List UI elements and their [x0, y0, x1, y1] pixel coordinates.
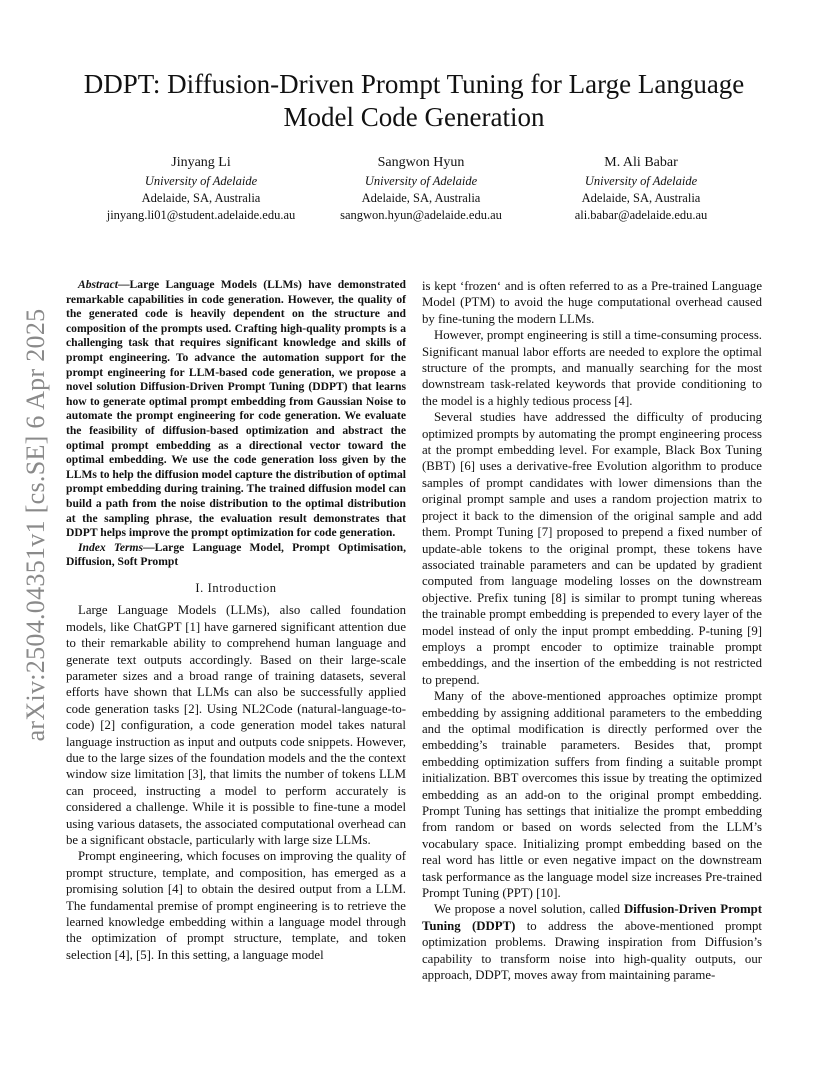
index-terms-lead: Index Terms [78, 540, 144, 554]
author-name: Sangwon Hyun [377, 155, 465, 170]
title-line-2: Model Code Generation [283, 102, 545, 132]
author-affiliation: University of Adelaide [584, 174, 698, 188]
intro-paragraph-3: is kept ‘frozen‘ and is often referred to as a Pre-trained Language Model (PTM) to avoid the huge computational overhead caused by fine-tuning the modern LLMs. [422, 279, 762, 326]
author-name: Jinyang Li [171, 155, 231, 170]
method-name: Diffusion-Driven Prompt Tuning (DDPT) [422, 902, 762, 933]
arxiv-stamp [22, 295, 50, 755]
author-block [96, 153, 746, 224]
intro-paragraph-7 [422, 901, 762, 983]
author-3 [536, 153, 746, 224]
author-email: ali.babar@adelaide.edu.au [574, 208, 708, 222]
author-email: sangwon.hyun@adelaide.edu.au [340, 208, 502, 222]
author-location: Adelaide, SA, Australia [361, 191, 481, 205]
arxiv-id: arXiv:2504.04351v1 [cs.SE] 6 Apr 2025 [21, 308, 50, 742]
section-heading-introduction: I. Introduction [195, 580, 277, 595]
author-name: M. Ali Babar [604, 155, 678, 170]
intro-paragraph-6: Many of the above-mentioned approaches optimize prompt embedding by assigning additional parameters to the embedding and the optimal modification is directly performed over the embedding’s trainable parameters. Besides that, prompt embedding optimization suffers from finding a suitable prompt initialization. BBT overcomes this issue by treating the optimized embedding as an add-on to the original prompt embedding. Prompt Tuning has settings that initialize the prompt embedding from random or based on words selected from the LLM’s vocabulary space. Initializing prompt embedding based on the real word has little or even negative impact on the downstream task performance as the language model size increases Pre-trained Prompt Tuning (PPT) [10]. [422, 689, 762, 901]
para-7-start: We propose a novel solution, called [434, 902, 624, 917]
intro-paragraph-4: However, prompt engineering is still a time-consuming process. Significant manual labor efforts are needed to explore the optimal structure of the prompts, and manually searching for the most downstream task-related keywords that provide conditioning to the model is a highly tedious process [4]. [422, 328, 762, 408]
abstract-text: —Large Language Models (LLMs) have demonstrated remarkable capabilities in code generation. However, the quality of the generated code is heavily dependent on the structure and composition of the prompts used. Crafting high-quality prompts is a challenging task that requires significant knowledge and skills of prompt engineering. To advance the automation support for the prompt engineering for LLM-based code generation, we propose a novel solution Diffusion-Driven Prompt Tuning (DDPT) that learns how to generate optimal prompt embedding from Gaussian Noise to automate the prompt engineering for code generation. We evaluate the feasibility of diffusion-based optimization and abstract the optimal prompt embedding as a directional vector toward the optimal embedding. We use the code generation loss given by the LLMs to help the diffusion model capture the distribution of optimal prompt embedding during training. The trained diffusion model can build a path from the noise distribution to the optimal distribution at the sampling phrase, the evaluation result demonstrates that DDPT helps improve the prompt optimization for code generation. [66, 278, 406, 540]
intro-paragraph-2: Prompt engineering, which focuses on improving the quality of prompt structure, template, and composition, has emerged as a promising solution [4] to obtain the desired output from a LLM. The fundamental premise of prompt engineering is to retrieve the learned knowledge embedding within a language model through the optimization of prompt structure, template, and token selection [4], [5]. In this setting, a language model [66, 849, 406, 962]
author-2 [316, 153, 526, 224]
intro-paragraph-5: Several studies have addressed the difficulty of producing optimized prompts by automating the prompt engineering process at the prompt embedding level. For example, Black Box Tuning (BBT) [6] uses a derivative-free Evolution algorithm to produce samples of prompt candidates with lower dimensions than the original prompt sample and uses a random projection matrix to project it back to the dimension of the original sample and add them. Prompt Tuning [7] proposed to prepend a fixed number of update-able tokens to the original prompt, these tokens have associated trainable parameters and can be updated by gradient computed from language modeling losses on the downstream objective. Prefix tuning [8] is similar to prompt tuning whereas the trainable prompt embedding is prepended to every layer of the model instead of only the input prompt embedding. P-tuning [9] employs a prompt encoder to optimize trainable prompt embeddings, and the insertion of the embedding is not restricted to prepend. [422, 410, 762, 687]
index-terms [66, 541, 406, 570]
index-terms-text: —Large Language Model, Prompt Optimisation, Diffusion, Soft Prompt [66, 540, 406, 569]
author-affiliation: University of Adelaide [144, 174, 258, 188]
title-line-1: DDPT: Diffusion-Driven Prompt Tuning for Large Language [83, 69, 745, 99]
paper-title [60, 68, 768, 134]
author-email: jinyang.li01@student.adelaide.edu.au [106, 208, 296, 222]
intro-paragraph-1: Large Language Models (LLMs), also called foundation models, like ChatGPT [1] have garnered significant attention due to their remarkable ability to comprehend human language and generate text outputs accordingly. Based on their large-scale parameter sizes and a broad range of training datasets, several efforts have shown that LLMs can also be successfully applied code generation tasks [2]. Using NL2Code (natural-language-to-code) [2] configuration, a code generation model takes natural language instruction as input and outputs code snippets. However, due to the large sizes of the foundation models and the the context window size limitation [3], that limits the number of tokens LLM can proceed, instructing a model to perform accurately is considered a challenge. While it is possible to fine-tune a model using various datasets, the associated computational overhead can be a significant obstacle, particularly with large size LLMs. [66, 603, 406, 847]
author-affiliation: University of Adelaide [364, 174, 478, 188]
right-column [422, 278, 762, 983]
abstract-lead: Abstract [78, 278, 118, 291]
author-1 [96, 153, 306, 224]
author-location: Adelaide, SA, Australia [141, 191, 261, 205]
left-column [66, 278, 406, 963]
abstract [66, 278, 406, 541]
para-7-rest: to address the above-mentioned prompt optimization problems. Drawing inspiration from Diffusion’s capability to transform noise into high-quality outputs, our approach, DDPT, moves away from maintaining parame- [422, 918, 762, 983]
author-location: Adelaide, SA, Australia [581, 191, 701, 205]
